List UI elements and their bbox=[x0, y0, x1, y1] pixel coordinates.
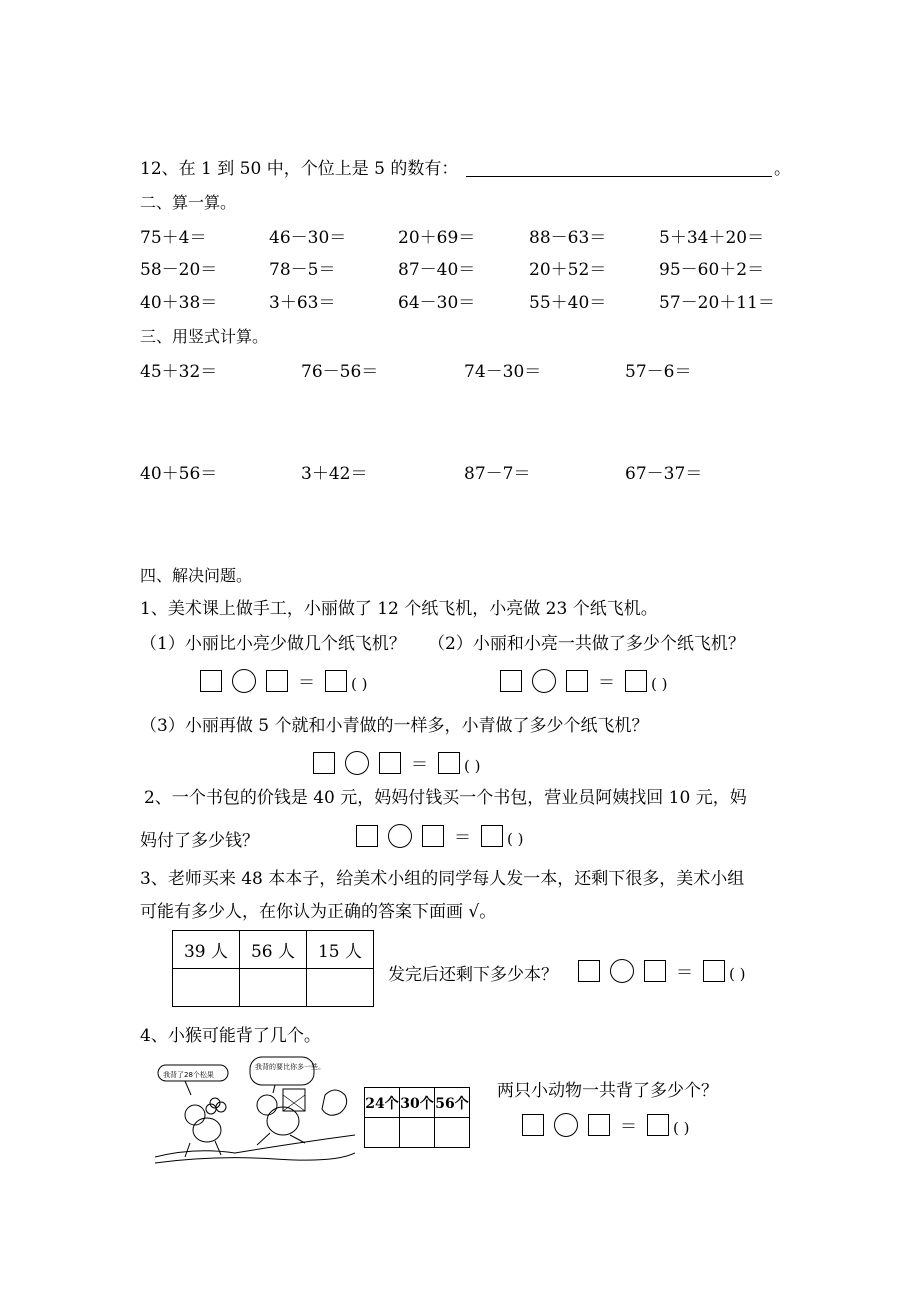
operator-circle[interactable] bbox=[388, 824, 412, 848]
answer-box[interactable] bbox=[200, 670, 222, 692]
answer-box[interactable] bbox=[703, 960, 725, 982]
unit-paren[interactable]: ( ) bbox=[507, 830, 524, 848]
check-cell[interactable] bbox=[435, 1118, 470, 1148]
vertical-calc-item: 57－6＝ bbox=[625, 362, 692, 382]
vertical-calc-item: 3＋42＝ bbox=[301, 464, 368, 484]
answer-box[interactable] bbox=[356, 825, 378, 847]
answer-box[interactable] bbox=[266, 670, 288, 692]
unit-paren[interactable]: ( ) bbox=[351, 675, 368, 693]
calc-item: 20＋52＝ bbox=[529, 260, 607, 280]
check-cell[interactable] bbox=[307, 969, 374, 1007]
option-cell: 56个 bbox=[435, 1088, 470, 1118]
operator-circle[interactable] bbox=[232, 669, 256, 693]
equation-row-6 bbox=[522, 1112, 699, 1137]
equation-row-3 bbox=[313, 750, 490, 775]
calc-item: 57－20＋11＝ bbox=[659, 293, 775, 313]
q12-end: 。 bbox=[774, 159, 791, 179]
answer-box[interactable] bbox=[647, 1114, 669, 1136]
problem1-intro: 1、美术课上做手工，小丽做了 12 个纸飞机，小亮做 23 个纸飞机。 bbox=[140, 599, 658, 619]
equals-sign: ＝ bbox=[454, 828, 471, 848]
problem3-question: 发完后还剩下多少本？ bbox=[388, 965, 558, 985]
check-cell[interactable] bbox=[365, 1118, 400, 1148]
answer-box[interactable] bbox=[481, 825, 503, 847]
answer-box[interactable] bbox=[422, 825, 444, 847]
problem4-options-table bbox=[364, 1087, 470, 1148]
equation-row-5 bbox=[578, 958, 755, 983]
bubble-text-2: 我背的要比你多一些。 bbox=[255, 1063, 325, 1071]
animals-illustration-svg bbox=[155, 1055, 355, 1165]
vertical-calc-item: 67－37＝ bbox=[625, 464, 703, 484]
problem4-title: 4、小猴可能背了几个。 bbox=[140, 1026, 321, 1046]
equals-sign: ＝ bbox=[411, 755, 428, 775]
operator-circle[interactable] bbox=[345, 751, 369, 775]
answer-box[interactable] bbox=[578, 960, 600, 982]
check-cell[interactable] bbox=[240, 969, 307, 1007]
unit-paren[interactable]: ( ) bbox=[464, 757, 481, 775]
problem1-q3: （3）小丽再做 5 个就和小青做的一样多，小青做了多少个纸飞机？ bbox=[140, 716, 649, 736]
operator-circle[interactable] bbox=[532, 669, 556, 693]
unit-paren[interactable]: ( ) bbox=[651, 675, 668, 693]
equals-sign: ＝ bbox=[620, 1117, 637, 1137]
option-cell: 24个 bbox=[365, 1088, 400, 1118]
unit-paren[interactable]: ( ) bbox=[673, 1119, 690, 1137]
animals-illustration bbox=[155, 1055, 355, 1165]
bubble-text-1: 我背了28个松果 bbox=[163, 1071, 214, 1079]
option-cell: 56 人 bbox=[240, 931, 307, 969]
option-cell: 39 人 bbox=[173, 931, 240, 969]
calc-item: 40＋38＝ bbox=[140, 293, 218, 313]
problem4-question: 两只小动物一共背了多少个？ bbox=[497, 1081, 718, 1101]
answer-box[interactable] bbox=[325, 670, 347, 692]
q12-text: 12、在 1 到 50 中，个位上是 5 的数有： bbox=[140, 159, 459, 179]
q12-answer-blank[interactable] bbox=[466, 176, 772, 177]
equals-sign: ＝ bbox=[298, 673, 315, 693]
vertical-calc-item: 74－30＝ bbox=[464, 362, 542, 382]
option-cell: 30个 bbox=[400, 1088, 435, 1118]
operator-circle[interactable] bbox=[554, 1113, 578, 1137]
calc-item: 3＋63＝ bbox=[269, 293, 336, 313]
equation-row-2 bbox=[500, 668, 677, 693]
problem1-q2: （2）小丽和小亮一共做了多少个纸飞机？ bbox=[428, 634, 745, 654]
equals-sign: ＝ bbox=[598, 673, 615, 693]
problem2-line1: 2、一个书包的价钱是 40 元，妈妈付钱买一个书包，营业员阿姨找回 10 元，妈 bbox=[144, 788, 747, 808]
check-cell[interactable] bbox=[173, 969, 240, 1007]
calc-item: 87－40＝ bbox=[398, 260, 476, 280]
equation-row-4 bbox=[356, 823, 533, 848]
calc-item: 78－5＝ bbox=[269, 260, 336, 280]
equation-row-1 bbox=[200, 668, 377, 693]
calc-item: 46－30＝ bbox=[269, 228, 347, 248]
unit-paren[interactable]: ( ) bbox=[729, 965, 746, 983]
calc-item: 5＋34＋20＝ bbox=[659, 228, 765, 248]
option-cell: 15 人 bbox=[307, 931, 374, 969]
answer-box[interactable] bbox=[379, 752, 401, 774]
calc-item: 55＋40＝ bbox=[529, 293, 607, 313]
answer-box[interactable] bbox=[500, 670, 522, 692]
answer-box[interactable] bbox=[644, 960, 666, 982]
calc-item: 58－20＝ bbox=[140, 260, 218, 280]
vertical-calc-item: 76－56＝ bbox=[301, 362, 379, 382]
operator-circle[interactable] bbox=[610, 959, 634, 983]
problem3-line2: 可能有多少人，在你认为正确的答案下面画 √。 bbox=[140, 902, 497, 922]
problem3-line1: 3、老师买来 48 本本子，给美术小组的同学每人发一本，还剩下很多，美术小组 bbox=[140, 869, 745, 889]
calc-item: 95－60＋2＝ bbox=[659, 260, 765, 280]
problem3-options-table bbox=[172, 930, 374, 1007]
answer-box[interactable] bbox=[625, 670, 647, 692]
problem2-line2: 妈付了多少钱？ bbox=[140, 831, 259, 851]
check-cell[interactable] bbox=[400, 1118, 435, 1148]
problem1-q1: （1）小丽比小亮少做几个纸飞机？ bbox=[140, 634, 406, 654]
equals-sign: ＝ bbox=[676, 963, 693, 983]
section3-title: 三、用竖式计算。 bbox=[140, 327, 269, 346]
answer-box[interactable] bbox=[438, 752, 460, 774]
answer-box[interactable] bbox=[566, 670, 588, 692]
vertical-calc-item: 40＋56＝ bbox=[140, 464, 218, 484]
calc-item: 64－30＝ bbox=[398, 293, 476, 313]
answer-box[interactable] bbox=[313, 752, 335, 774]
calc-item: 75＋4＝ bbox=[140, 228, 207, 248]
vertical-calc-item: 45＋32＝ bbox=[140, 362, 218, 382]
calc-item: 20＋69＝ bbox=[398, 228, 476, 248]
section4-title: 四、解决问题。 bbox=[140, 566, 253, 585]
answer-box[interactable] bbox=[588, 1114, 610, 1136]
section2-title: 二、算一算。 bbox=[140, 193, 237, 212]
vertical-calc-item: 87－7＝ bbox=[464, 464, 531, 484]
answer-box[interactable] bbox=[522, 1114, 544, 1136]
calc-item: 88－63＝ bbox=[529, 228, 607, 248]
